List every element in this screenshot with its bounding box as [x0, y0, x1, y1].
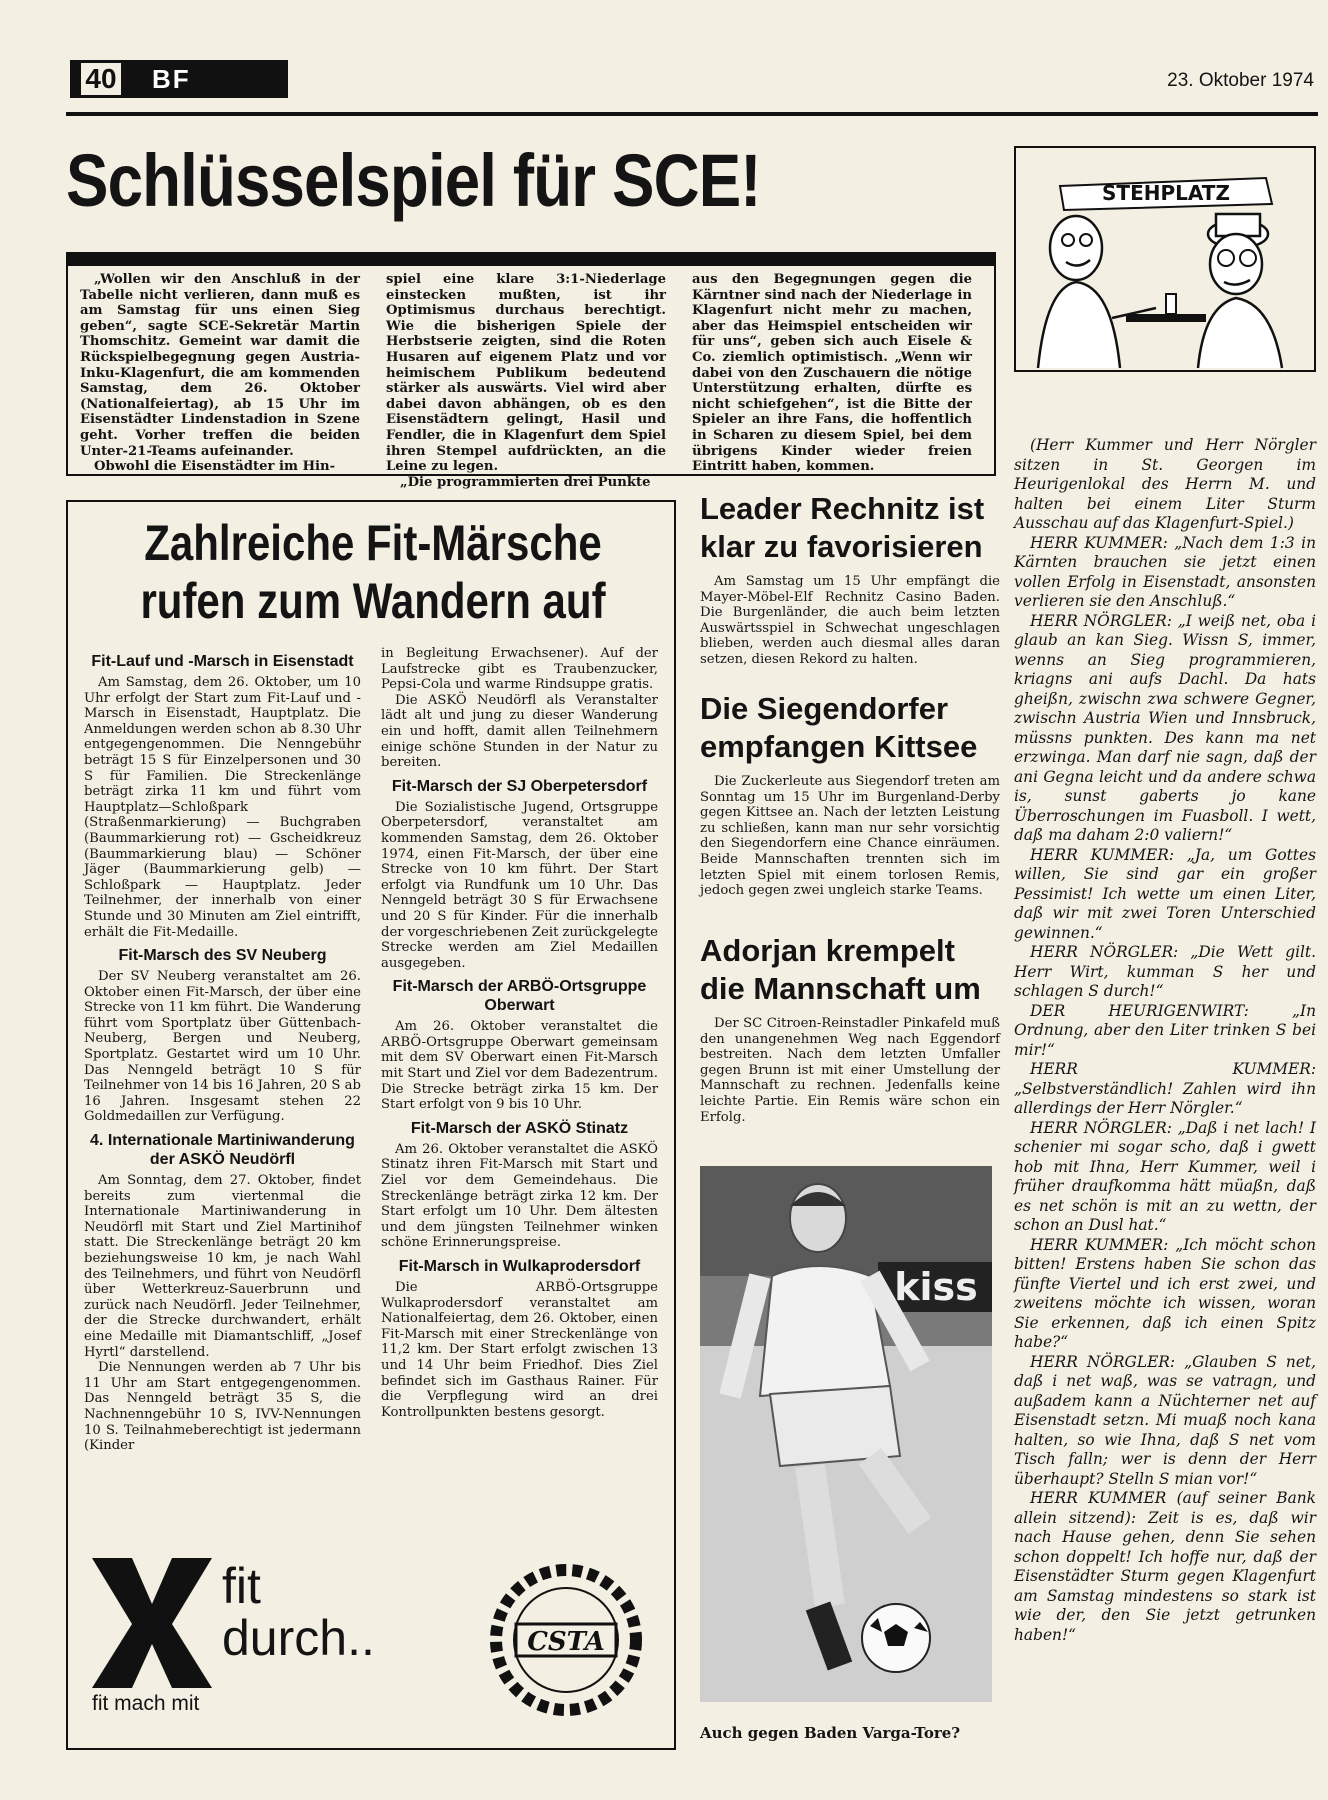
masthead-rule: [66, 112, 1318, 116]
fit-x-icon: [92, 1558, 212, 1688]
photo-banner: kiss: [894, 1265, 978, 1309]
laurel-wreath-icon: [486, 1560, 646, 1720]
cartoon-sign: STEHPLATZ: [1102, 181, 1230, 205]
fit-logo-word: fit: [222, 1558, 261, 1614]
football-player-illustration: [700, 1166, 992, 1702]
headline-bar: [66, 252, 996, 266]
intro-col-3: aus den Begegnungen gegen die Kärntner sind nach der Niederlage in Klagenfurt nicht mehr zu machen, aber das Heimspiel entscheiden wir für uns“, geben sich auch Eisele & Co. ziemlich optimistisch. „Wenn wir dabei von den Zuschauern die nötige Unterstützung erhalten, dürfte es nicht schiefgehen“, ist die Bitte der Spieler an ihre Fans, die hoffentlich in Scharen zu diesem Spiel, bei dem übrigens Kinder wieder freien Eintritt haben, kommen.: [692, 272, 972, 475]
article-siegendorf: Die Siegendorfer empfangen Kittsee Die Zuckerleute aus Siegendorf treten am Sonntag um 15 Uhr im Burgenland-Derby gegen Kittsee an. Nach der letzten Leistung zu schließen, kann man nur sehr vorsichtig den Siegendorfern eine Chance einräumen. Beide Mannschaften trennten sich im letzten Spiel mit einem torlosen Remis, jedoch gegen zwei ungleich starke Teams.: [700, 691, 1000, 899]
csta-seal: [486, 1560, 646, 1720]
section-label: BF: [132, 60, 288, 98]
page-number: 40: [70, 60, 132, 98]
adorjan-headline: Adorjan krempelt die Mannschaft um: [700, 933, 981, 1006]
fit-durch-logo: [92, 1558, 422, 1718]
fit-col-1: Fit-Lauf und -Marsch in Eisenstadt Am Samstag, dem 26. Oktober, um 10 Uhr erfolgt der Start zum Fit-Lauf und -Marsch in Eisenstadt, Hauptplatz. Die Anmeldungen werden schon ab 8.30 Uhr entgegengenommen. Die Nenngebühr beträgt 15 S für Einzelpersonen und 30 S für Familien. Die Streckenlänge beträgt zirka 11 km und führt vom Hauptplatz—Schloßpark (Straßenmarkierung) — Buchgraben (Baummarkierung rot) — Gscheidkreuz (Baummarkierung blau) — Schöner Jäger (Baummarkierung gelb) — Schloßpark — Hauptplatz. Jeder Teilnehmer, der innerhalb von einer Stunde und 30 Minuten am Ziel eintrifft, erhält die Fit-Medaille. Fit-Marsch des SV Neuberg Der SV Neuberg veranstaltet am 26. Oktober einen Fit-Marsch, der über eine Strecke von 11 km führt. Die Wanderung führt vom Sportplatz über Güttenbach-Neuberg, Bergen und Neuberg, Sportplatz. Gestartet wird um 10 Uhr. Das Nenngeld beträgt 10 S für Teilnehmer von 14 bis 16 Jahren, 20 S ab 16 Jahren. Insgesamt stehen 22 Goldmedaillen zur Verfügung. 4. Internationale Martiniwanderung der ASKÖ Neudörfl Am Sonntag, dem 27. Oktober, findet bereits zum viertenmal die Internationale Martiniwanderung in Neudörfl mit Start und Ziel Martinihof statt. Die Streckenlänge beträgt 20 km beziehungsweise 10 km, je nach Wahl des Teilnehmers, und führt von Neudörfl über Wetterkreuz-Sauerbrunn und zurück nach Neudörfl. Jeder Teilnehmer, der die Strecke durchwandert, erhält eine Medaille mit Diamantschliff, „Josef Hyrtl“ darstellend. Die Nennungen werden ab 7 Uhr bis 11 Uhr am Start entgegengenommen. Das Nenngeld beträgt 35 S, die Nachnenngebühr 10 S, IVV-Nennungen 10 S. Teilnahmeberechtigt ist jedermann (Kinder: [84, 653, 361, 1454]
intro-col-1: „Wollen wir den Anschluß in der Tabelle nicht verlieren, dann muß es am Samstag für uns einen Sieg geben“, sagte SCE-Sekretär Martin Thomschitz. Gemeint war damit die Rückspielbegegnung gegen Austria-Inku-Klagenfurt, die am kommenden Samstag, dem 26. Oktober (Nationalfeiertag), ab 15 Uhr im Eisenstädter Lindenstadion in Szene geht. Vorher treffen die beiden Unter-21-Teams aufeinander. Obwohl die Eisenstädter im Hin-: [80, 272, 360, 475]
issue-date: 23. Oktober 1974: [1167, 70, 1314, 91]
cartoon-illustration: [1016, 148, 1314, 370]
cartoon-panel: [1014, 146, 1316, 372]
svg-text:CSTA: CSTA: [527, 1627, 605, 1657]
rechnitz-headline: Leader Rechnitz ist klar zu favorisieren: [700, 491, 985, 564]
intro-article: [66, 266, 996, 490]
fit-col-2: in Begleitung Erwachsener). Auf der Laufstrecke gibt es Traubenzucker, Pepsi-Cola und warme Rindsuppe gratis. Die ASKÖ Neudörfl als Veranstalter lädt alt und jung zu dieser Wanderung ein und hofft, damit allen Teilnehmern einige schöne Stunden in der Natur zu bereiten. Fit-Marsch der SJ Oberpetersdorf Die Sozialistische Jugend, Ortsgruppe Oberpetersdorf, veranstaltet am kommenden Samstag, dem 26. Oktober 1974, einen Fit-Marsch, der über eine Strecke von 10 km führt. Der Start erfolgt via Rundfunk um 10 Uhr. Das Nenngeld beträgt 30 S für Erwachsene und 20 S für Kinder. Für die innerhalb der vorgeschriebenen Zeit zurückgelegte Strecke werden am Ziel Medaillen ausgegeben. Fit-Marsch der ARBÖ-Ortsgruppe Oberwart Am 26. Oktober veranstaltet die ARBÖ-Ortsgruppe Oberwart gemeinsam mit dem SV Oberwart einen Fit-Marsch mit Start und Ziel vor dem Badezentrum. Die Strecke beträgt zirka 15 km. Der Start erfolgt von 9 bis 10 Uhr. Fit-Marsch der ASKÖ Stinatz Am 26. Oktober veranstaltet die ASKÖ Stinatz ihren Fit-Marsch mit Start und Ziel vor dem Gemeindehaus. Die Streckenlänge beträgt zirka 12 km. Der Start erfolgt um 10 Uhr. Dem ältesten und dem jüngsten Teilnehmer winken schöne Erinnerungspreise. Fit-Marsch in Wulkaprodersdorf Die ARBÖ-Ortsgruppe Wulkaprodersdorf veranstaltet am Nationalfeiertag, dem 26. Oktober, einen Fit-Marsch mit einer Streckenlänge von 11,2 km. Der Start erfolgt zwischen 13 und 14 Uhr beim Friedhof. Dies Ziel befindet sich im Gasthaus Rainer. Für die Verpflegung wird an drei Kontrollpunkten bestens gesorgt.: [381, 646, 658, 1420]
article-adorjan: Adorjan krempelt die Mannschaft um Der SC Citroen-Reinstadler Pinkafeld muß den unangenehmen Weg nach Eggendorf bestreiten. Nach dem letzten Umfaller gegen Brunn ist mit einer Umstellung der Mannschaft zu rechnen. Jedenfalls keine leichte Partie. Ein Remis wäre schon ein Erfolg.: [700, 933, 1000, 1125]
sidebar-dialogue: (Herr Kummer und Herr Nörgler sitzen in St. Georgen im Heurigenlokal des Herrn M. und halten bei einem Liter Sturm Ausschau auf das Klagenfurt-Spiel.) HERR KUMMER: „Nach dem 1:3 in Kärnten brauchen sie jetzt einen vollen Erfolg in Eisenstadt, ansonsten verlieren sie den Anschluß.“ HERR NÖRGLER: „I weiß net, oba i glaub an kan Sieg. Wissn S, immer, wenns an Sieg programmieren, kriagns ani aufs Dachl. Da hats gheißn, zwischn zwa schwere Gegner, zwischn Austria Wien und Innsbruck, müssns punkten. Des kann ma net erzwinga. Man darf nie sagn, daß der ani Gegna leicht und da andere schwa is, sunst gaberts jo kane Überroschungen im Fuasboll. I wett, daß ma daham 2:0 valiern!“ HERR KUMMER: „Ja, um Gottes willen, Sie sind gar ein großer Pessimist! Ich wette um einen Liter, daß wir mit zwei Toren Unterschied gewinnen.“ HERR NÖRGLER: „Die Wett gilt. Herr Wirt, kumman S her und schlagen S durch!“ DER HEURIGENWIRT: „In Ordnung, aber den Liter trinken S bei mir!“ HERR KUMMER: „Selbstverständlich! Zahlen wird ihn allerdings der Herr Nörgler.“ HERR NÖRGLER: „Daß i net lach! I schenier mi sogar scho, daß i gwett hob mit Ihna, Herr Kummer, weil i früher draufkomma hätt müaßn, daß es net schön is mit an zu wettn, der schon an Dusl hat.“ HERR KUMMER: „Ich möcht schon bitten! Erstens haben Sie schon das fünfte Viertel und ich erst zwei, und zweitens möchte ich wissen, woran Sie erkennen, daß ich einen Spitz habe?“ HERR NÖRGLER: „Glauben S net, daß i net waß, was se vatragn, und außadem kann a Nüchterner net auf Eisenstadt setzn. Mi muaß noch kana halten, so wie Ihna, daß S net vom Tisch falln; wer is denn der Herr überhaupt? Stelln S mian vor!“ HERR KUMMER (auf seiner Bank allein sitzend): Zeit is es, daß wir nach Hause gehen, denn Sie sehen schon doppelt! Ich hoffe nur, daß der Eisenstädter Sturm gegen Klagenfurt am Samstag mindestens so stark ist wie der, den Sie jetzt getrunken haben!“: [1014, 436, 1316, 1644]
fit-headline: Zahlreiche Fit-Märsche rufen zum Wandern auf: [140, 515, 606, 629]
intro-col-2: spiel eine klare 3:1-Niederlage einstecken mußten, ist ihr Optimismus durchaus berechtigt. Wie die bisherigen Spiele der Herbstserie zeigten, sind die Roten Husaren auf eigenem Platz und vor heimischem Publikum bedeutend stärker als auswärts. Viel wird aber dabei davon abhängen, ob es den Eisenstädtern gelingt, Hasil und Fendler, die in Klagenfurt dem Spiel ihren Stempel aufdrückten, an die Leine zu legen. „Die programmierten drei Punkte: [386, 272, 666, 490]
siegendorf-headline: Die Siegendorfer empfangen Kittsee: [700, 691, 978, 764]
article-rechnitz: Leader Rechnitz ist klar zu favorisieren Am Samstag um 15 Uhr empfängt die Mayer-Möbel-Elf Rechnitz Casino Baden. Die Burgenländer, die auch beim letzten Auswärtsspiel in Schwechat ungeschlagen blieben, werden auch diesmal alles daran setzen, diesen Rekord zu halten.: [700, 491, 1000, 667]
main-headline: Schlüsselspiel für SCE!: [66, 139, 761, 222]
durch-logo-word: durch..: [222, 1610, 375, 1666]
photo-caption: Auch gegen Baden Varga-Tore?: [700, 1724, 961, 1742]
football-photo: [700, 1166, 992, 1702]
fit-slogan: fit mach mit: [92, 1692, 200, 1715]
